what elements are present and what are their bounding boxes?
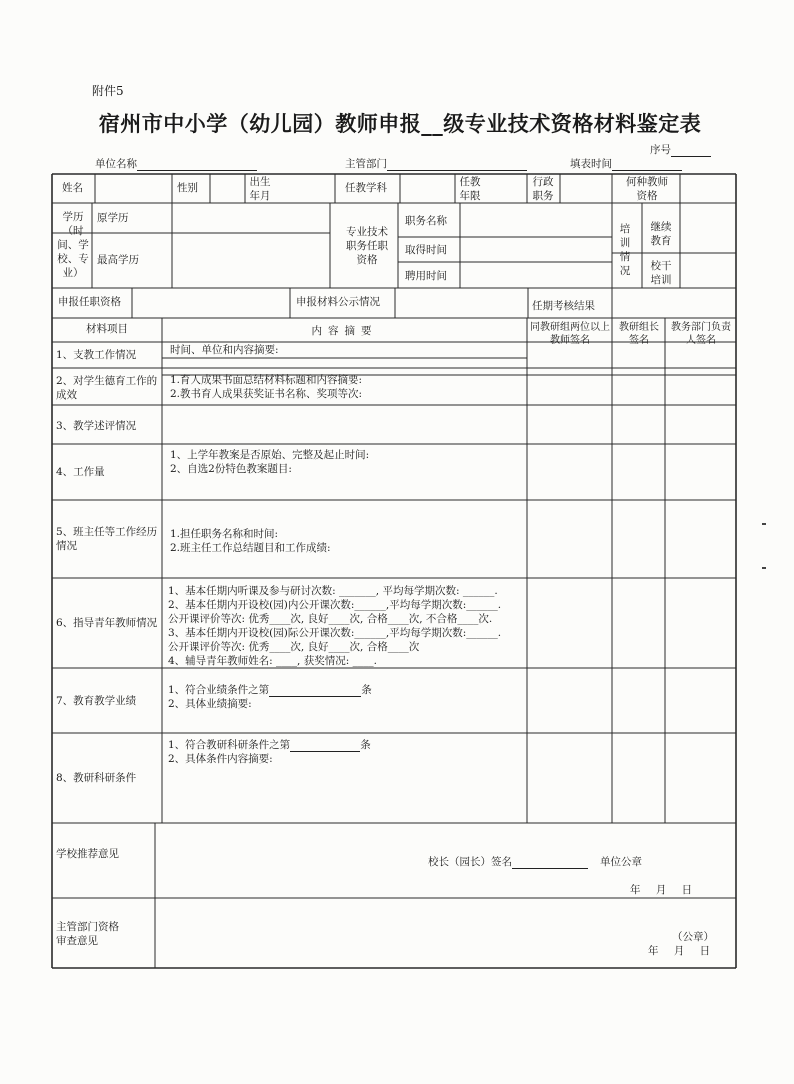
orig-edu-label: 原学历 xyxy=(97,212,129,224)
dept-seal-label: （公章） xyxy=(672,931,714,943)
serial-number-field[interactable] xyxy=(650,142,711,157)
high-edu-label: 最高学历 xyxy=(97,254,139,266)
row-4-label: 4、工作量 xyxy=(56,466,105,478)
col-content-header: 内容摘要 xyxy=(311,325,378,337)
row-8-content-1: 1、符合教研科研条件之第 条 xyxy=(168,739,371,751)
row-6-content-6: 4、辅导青年教师姓名: ____, 获奖情况: ____. xyxy=(168,655,377,667)
serial-label: 序号 xyxy=(650,144,671,156)
assess-label: 任期考核结果 xyxy=(532,300,595,312)
col-group-sign-header: 教研组长签名 xyxy=(619,322,659,346)
principal-sign-field[interactable]: 校长（园长）签名 xyxy=(428,855,588,869)
school-train-label: 校干培训 xyxy=(650,260,672,286)
page-title: 宿州市中小学（幼儿园）教师申报__级专业技术资格材料鉴定表 xyxy=(98,112,702,136)
row-7-content-2: 2、具体业绩摘要: xyxy=(168,698,252,710)
cont-edu-label: 继续教育 xyxy=(650,221,672,247)
education-label: 学历（时间、学校、专业） xyxy=(57,211,89,279)
row-5-label: 5、班主任等工作经历情况 xyxy=(56,526,158,552)
scan-mark xyxy=(762,523,766,525)
teacher-qual-label: 何种教师资格 xyxy=(626,176,668,202)
row-6-content-3: 公开课评价等次: 优秀____次, 良好____次, 合格____次, 不合格____次. xyxy=(168,613,493,625)
unit-label: 单位名称 xyxy=(95,158,137,170)
dept-field[interactable] xyxy=(345,156,527,171)
unit-name-field[interactable] xyxy=(95,156,257,171)
gender-label: 性别 xyxy=(177,182,198,194)
row-7-content-1: 1、符合业绩条件之第 条 xyxy=(168,684,372,696)
pro-post-label: 专业技术职务任职资格 xyxy=(346,226,388,266)
teach-years-label: 任教年限 xyxy=(459,176,481,202)
row-6-label: 6、指导青年教师情况 xyxy=(56,617,158,629)
school-date-label: 年 月 日 xyxy=(630,884,699,896)
row-6-content-1: 1、基本任期内听课及参与研讨次数: _______, 平均每学期次数: ______. xyxy=(168,585,498,597)
publicity-label: 申报材料公示情况 xyxy=(296,296,380,308)
dept-date-label: 年 月 日 xyxy=(648,945,717,957)
col-head-sign-header: 教务部门负责人签名 xyxy=(671,322,731,346)
obtain-time-label: 取得时间 xyxy=(405,244,447,256)
dept-review-label: 主管部门资格审查意见 xyxy=(56,921,119,947)
fill-date-label: 填表时间 xyxy=(570,158,612,170)
scan-mark xyxy=(762,567,766,569)
row-2-content-1: 1.育人成果书面总结材料标题和内容摘要: xyxy=(170,374,363,386)
row-8-label: 8、教研科研条件 xyxy=(56,772,137,784)
col-item-header: 材料项目 xyxy=(86,323,128,335)
hire-time-label: 聘用时间 xyxy=(405,270,447,282)
row-6-content-2: 2、基本任期内开设校(园)内公开课次数:______,平均每学期次数:______. xyxy=(168,599,502,611)
school-seal-label: 单位公章 xyxy=(600,856,642,868)
row-2-content-2: 2.教书育人成果获奖证书名称、奖项等次: xyxy=(170,388,363,400)
apply-qual-label: 申报任职资格 xyxy=(58,296,121,308)
row-2-label: 2、对学生德育工作的成效 xyxy=(56,375,158,401)
row-4-content-2: 2、自选2份特色教案题目: xyxy=(170,463,292,475)
row-4-content-1: 1、上学年教案是否原始、完整及起止时间: xyxy=(170,449,370,461)
school-recommend-label: 学校推荐意见 xyxy=(56,848,119,860)
training-label: 培训情况 xyxy=(619,223,631,277)
row-6-content-4: 3、基本任期内开设校(园)际公开课次数:______,平均每学期次数:______. xyxy=(168,627,502,639)
row-3-label: 3、教学述评情况 xyxy=(56,420,137,432)
subject-label: 任教学科 xyxy=(345,182,387,194)
name-label: 姓名 xyxy=(62,182,83,194)
row-1-content: 时间、单位和内容摘要: xyxy=(170,344,279,356)
row-8-content-2: 2、具体条件内容摘要: xyxy=(168,753,273,765)
post-name-label: 职务名称 xyxy=(405,215,447,227)
birth-label: 出生年月 xyxy=(249,176,271,202)
row-5-content-2: 2.班主任工作总结题目和工作成绩: xyxy=(170,542,331,554)
fill-date-field[interactable] xyxy=(570,156,682,171)
row-5-content-1: 1.担任职务名称和时间: xyxy=(170,528,279,540)
row-1-label: 1、支教工作情况 xyxy=(56,349,137,361)
row-7-label: 7、教育教学业绩 xyxy=(56,695,137,707)
col-peer-sign-header: 同教研组两位以上教师签名 xyxy=(530,322,610,346)
attachment-label: 附件5 xyxy=(92,84,124,98)
admin-post-label: 行政职务 xyxy=(532,176,554,202)
row-6-content-5: 公开课评价等次: 优秀____次, 良好____次, 合格____次 xyxy=(168,641,420,653)
dept-label: 主管部门 xyxy=(345,158,387,170)
